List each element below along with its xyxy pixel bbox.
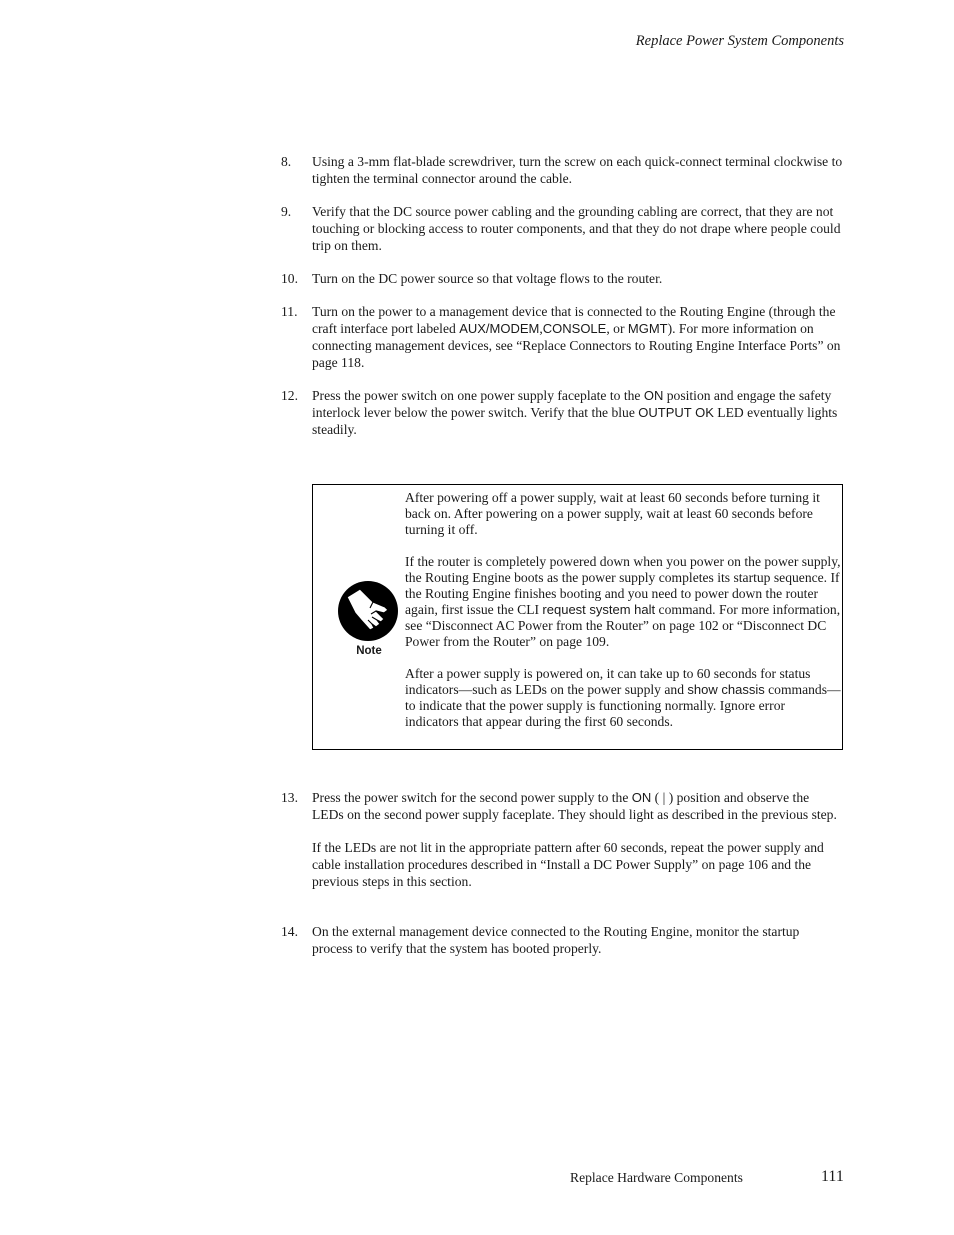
pointing-hand-icon — [337, 580, 399, 642]
note-text — [405, 490, 841, 730]
note-paragraph: If the router is completely powered down when you power on the power supply, the Routing Engine boots as the power supply completes its startup sequence. If the Routing Engine finishes booting and you need to power down the router again, first issue the CLI request system halt command. For more information, see “Disconnect AC Power from the Router” on page 102 or “Disconnect DC Power from the Router” on page 109. — [405, 554, 841, 649]
port-label-aux-modem: AUX/MODEM — [459, 321, 540, 336]
note-label: Note — [356, 645, 382, 657]
step-text: Turn on the power to a management device that is connected to the Routing Engine (through the craft interface port labeled AUX/MODEM,CONSOLE, or MGMT). For more information on connecting management devices, see “Replace Connectors to Routing Engine Interface Ports” on page 118. — [312, 304, 841, 370]
note-paragraph: After a power supply is powered on, it can take up to 60 seconds for status indicators—such as LEDs on the power supply and show chassis commands—to indicate that the power supply is functioning normally. Ignore error indicators that appear during the first 60 seconds. — [405, 666, 841, 729]
running-header: Replace Power System Components — [635, 33, 844, 49]
step-text: Verify that the DC source power cabling and the grounding cabling are correct, that they are not touching or blocking access to router components, and that they do not drape where people could trip on them. — [312, 204, 841, 253]
step-10 — [281, 270, 843, 287]
step-text: Turn on the DC power source so that voltage flows to the router. — [312, 271, 663, 286]
step-14 — [281, 923, 843, 957]
step-number: 13. — [281, 790, 298, 805]
port-label-console: CONSOLE — [542, 321, 607, 336]
step-number: 11. — [281, 304, 298, 319]
cli-command: request system halt — [542, 602, 656, 617]
note-icon-wrap — [337, 580, 399, 657]
step-number: 10. — [281, 271, 298, 286]
port-label-mgmt: MGMT — [627, 321, 668, 336]
step-text: Press the power switch for the second power supply to the ON ( | ) position and observe the LEDs on the second power supply faceplate. They should light as described in the previous step. If the LEDs are not lit in the appropriate pattern after 60 seconds, repeat the power supply and cable installation procedures described in “Install a DC Power Supply” on page 106 and the previous steps in this section. — [312, 790, 837, 889]
cli-command: show chassis — [687, 682, 765, 697]
step-11 — [281, 303, 843, 371]
note-paragraph: After powering off a power supply, wait at least 60 seconds before turning it back on. After powering on a power supply, wait at least 60 seconds before turning it off. — [405, 490, 820, 537]
step-8 — [281, 153, 843, 187]
step-12 — [281, 387, 843, 438]
step-text: Using a 3-mm flat-blade screwdriver, turn the screw on each quick-connect terminal clockwise to tighten the terminal connector around the cable. — [312, 154, 843, 186]
step-9 — [281, 203, 843, 254]
step-number: 14. — [281, 924, 298, 939]
page-number: 111 — [821, 1168, 844, 1185]
switch-label-on: ON — [631, 790, 652, 805]
step-number: 8. — [281, 154, 292, 169]
step-number: 9. — [281, 204, 292, 219]
step-text: On the external management device connected to the Routing Engine, monitor the startup process to verify that the system has booted properly. — [312, 924, 800, 956]
note-box — [312, 484, 843, 750]
step-number: 12. — [281, 388, 298, 403]
led-label-output-ok: OUTPUT OK — [638, 405, 714, 420]
switch-label-on: ON — [643, 388, 664, 403]
step-text: Press the power switch on one power supply faceplate to the ON position and engage the safety interlock lever below the power switch. Verify that the blue OUTPUT OK LED eventually lights steadily. — [312, 388, 838, 437]
footer-label: Replace Hardware Components — [570, 1170, 743, 1185]
step-13 — [281, 789, 843, 890]
